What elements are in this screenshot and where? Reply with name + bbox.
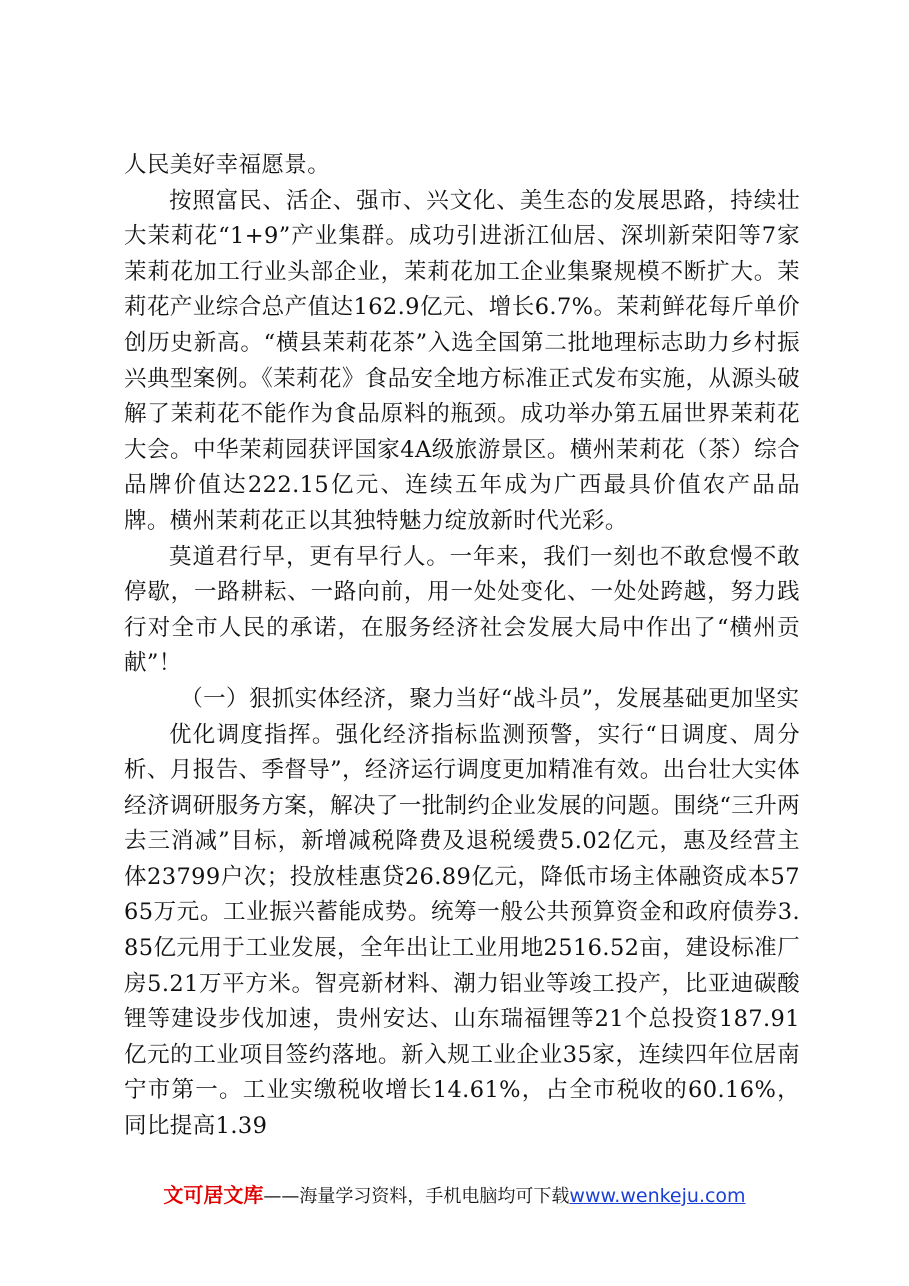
footer-brand: 文可居文库 (163, 1183, 264, 1207)
footer-site-link[interactable]: www.wenkeju.com (569, 1185, 746, 1207)
paragraph-continuation: 人民美好幸福愿景。 (124, 152, 331, 178)
paragraph-year-summary: 莫道君行早，更有早行人。一年来，我们一刻也不敢怠慢不敢停歇，一路耕耘、一路向前，用一处处变化、一处处跨越，努力践行对全市人民的承诺，在服务经济社会发展大局中作出了“横州贡献”！ (124, 543, 800, 677)
footer-banner (0, 1182, 909, 1210)
footer-slogan: ——海量学习资料，手机电脑均可下载 (263, 1186, 570, 1207)
paragraph-economic-dispatch: 优化调度指挥。强化经济指标监测预警，实行“日调度、周分析、月报告、季督导”，经济运行调度更加精准有效。出台壮大实体经济调研服务方案，解决了一批制约企业发展的问题。围绕“三升两去三消减”目标，新增减税降费及退税缓费5.02亿元，惠及经营主体23799户次；投放桂惠贷26.89亿元，降低市场主体融资成本5765万元。工业振兴蓄能成势。统筹一般公共预算资金和政府债券3.85亿元用于工业发展，全年出让工业用地2516.52亩，建设标准厂房5.21万平方米。智亮新材料、潮力铝业等竣工投产，比亚迪碳酸锂等建设步伐加速，贵州安达、山东瑞福锂等21个总投资187.91亿元的工业项目签约落地。新入规工业企业35家，连续四年位居南宁市第一。工业实缴税收增长14.61%，占全市税收的60.16%，同比提高1.39 (124, 721, 801, 1140)
section-heading: （一）狠抓实体经济，聚力当好“战斗员”，发展基础更加坚实 (180, 685, 800, 712)
paragraph-jasmine-industry: 按照富民、活企、强市、兴文化、美生态的发展思路，持续壮大茉莉花“1+9”产业集群。成功引进浙江仙居、深圳新荣阳等7家茉莉花加工行业头部企业，茉莉花加工企业集聚规模不断扩大。茉莉花产业综合总产值达162.9亿元、增长6.7%。茉莉鲜花每斤单价创历史新高。“横县茉莉花茶”入选全国第二批地理标志助力乡村振兴典型案例。《茉莉花》食品安全地方标准正式发布实施，从源头破解了茉莉花不能作为食品原料的瓶颈。成功举办第五届世界茉莉花大会。中华茉莉园获评国家4A级旅游景区。横州茉莉花（茶）综合品牌价值达222.15亿元、连续五年成为广西最具价值农产品品牌。横州茉莉花正以其独特魅力绽放新时代光彩。 (124, 187, 800, 534)
document-body (124, 148, 800, 1145)
